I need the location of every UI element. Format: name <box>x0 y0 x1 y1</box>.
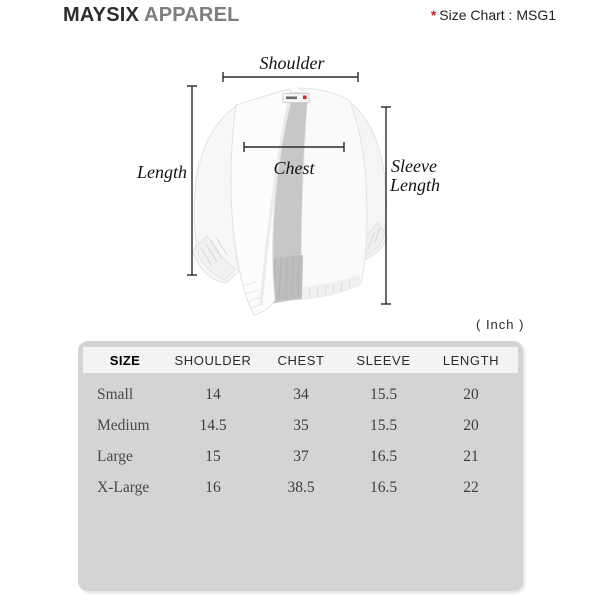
sleeve-length-label-line1: Sleeve <box>391 156 437 176</box>
header-cell-chest: CHEST <box>277 352 325 368</box>
cardigan-illustration <box>193 88 387 315</box>
neck-tag <box>283 94 309 103</box>
cell-size: X-Large <box>97 479 150 496</box>
cell-chest: 34 <box>293 386 309 403</box>
table-row <box>83 410 518 441</box>
cell-length: 20 <box>463 417 479 434</box>
neck-tag-text <box>286 97 297 100</box>
cell-shoulder: 16 <box>205 479 221 496</box>
header-cell-size: SIZE <box>109 352 141 368</box>
cell-sleeve: 16.5 <box>369 448 398 465</box>
table-row <box>83 472 518 503</box>
unit-note: ( Inch ) <box>476 317 525 332</box>
size-table-body <box>83 379 518 503</box>
table-row <box>83 379 518 410</box>
cell-length: 21 <box>463 448 479 465</box>
header-cell-sleeve: SLEEVE <box>356 352 411 368</box>
length-label: Length <box>136 162 188 182</box>
cell-size: Small <box>97 386 134 403</box>
table-row <box>83 441 518 472</box>
asterisk-mark: * <box>430 7 437 23</box>
size-table <box>78 341 523 591</box>
cell-length: 22 <box>463 479 479 496</box>
shoulder-label: Shoulder <box>259 53 325 73</box>
cell-chest: 35 <box>293 417 309 434</box>
cell-sleeve: 15.5 <box>369 386 398 403</box>
cell-size: Large <box>97 448 133 465</box>
header-cell-length: LENGTH <box>442 352 500 368</box>
cell-sleeve: 15.5 <box>369 417 398 434</box>
shoulder-arrow <box>223 72 358 82</box>
brand-name-secondary: APPAREL <box>144 4 240 26</box>
cell-shoulder: 15 <box>205 448 221 465</box>
size-chart-note-text: Size Chart : MSG1 <box>439 7 556 23</box>
sleeve-length-label-line2: Length <box>389 175 441 195</box>
cell-length: 20 <box>463 386 479 403</box>
neck-tag-red-logo <box>303 96 307 100</box>
chest-label: Chest <box>273 158 315 178</box>
cell-size: Medium <box>97 417 150 434</box>
brand-name-primary: MAYSIX <box>63 4 140 26</box>
header-cell-shoulder: SHOULDER <box>174 352 252 368</box>
cell-shoulder: 14 <box>205 386 221 403</box>
cell-chest: 37 <box>293 448 309 465</box>
cell-shoulder: 14.5 <box>199 417 227 434</box>
cell-chest: 38.5 <box>287 479 315 496</box>
cell-sleeve: 16.5 <box>369 479 398 496</box>
size-table-header-row <box>83 347 518 373</box>
